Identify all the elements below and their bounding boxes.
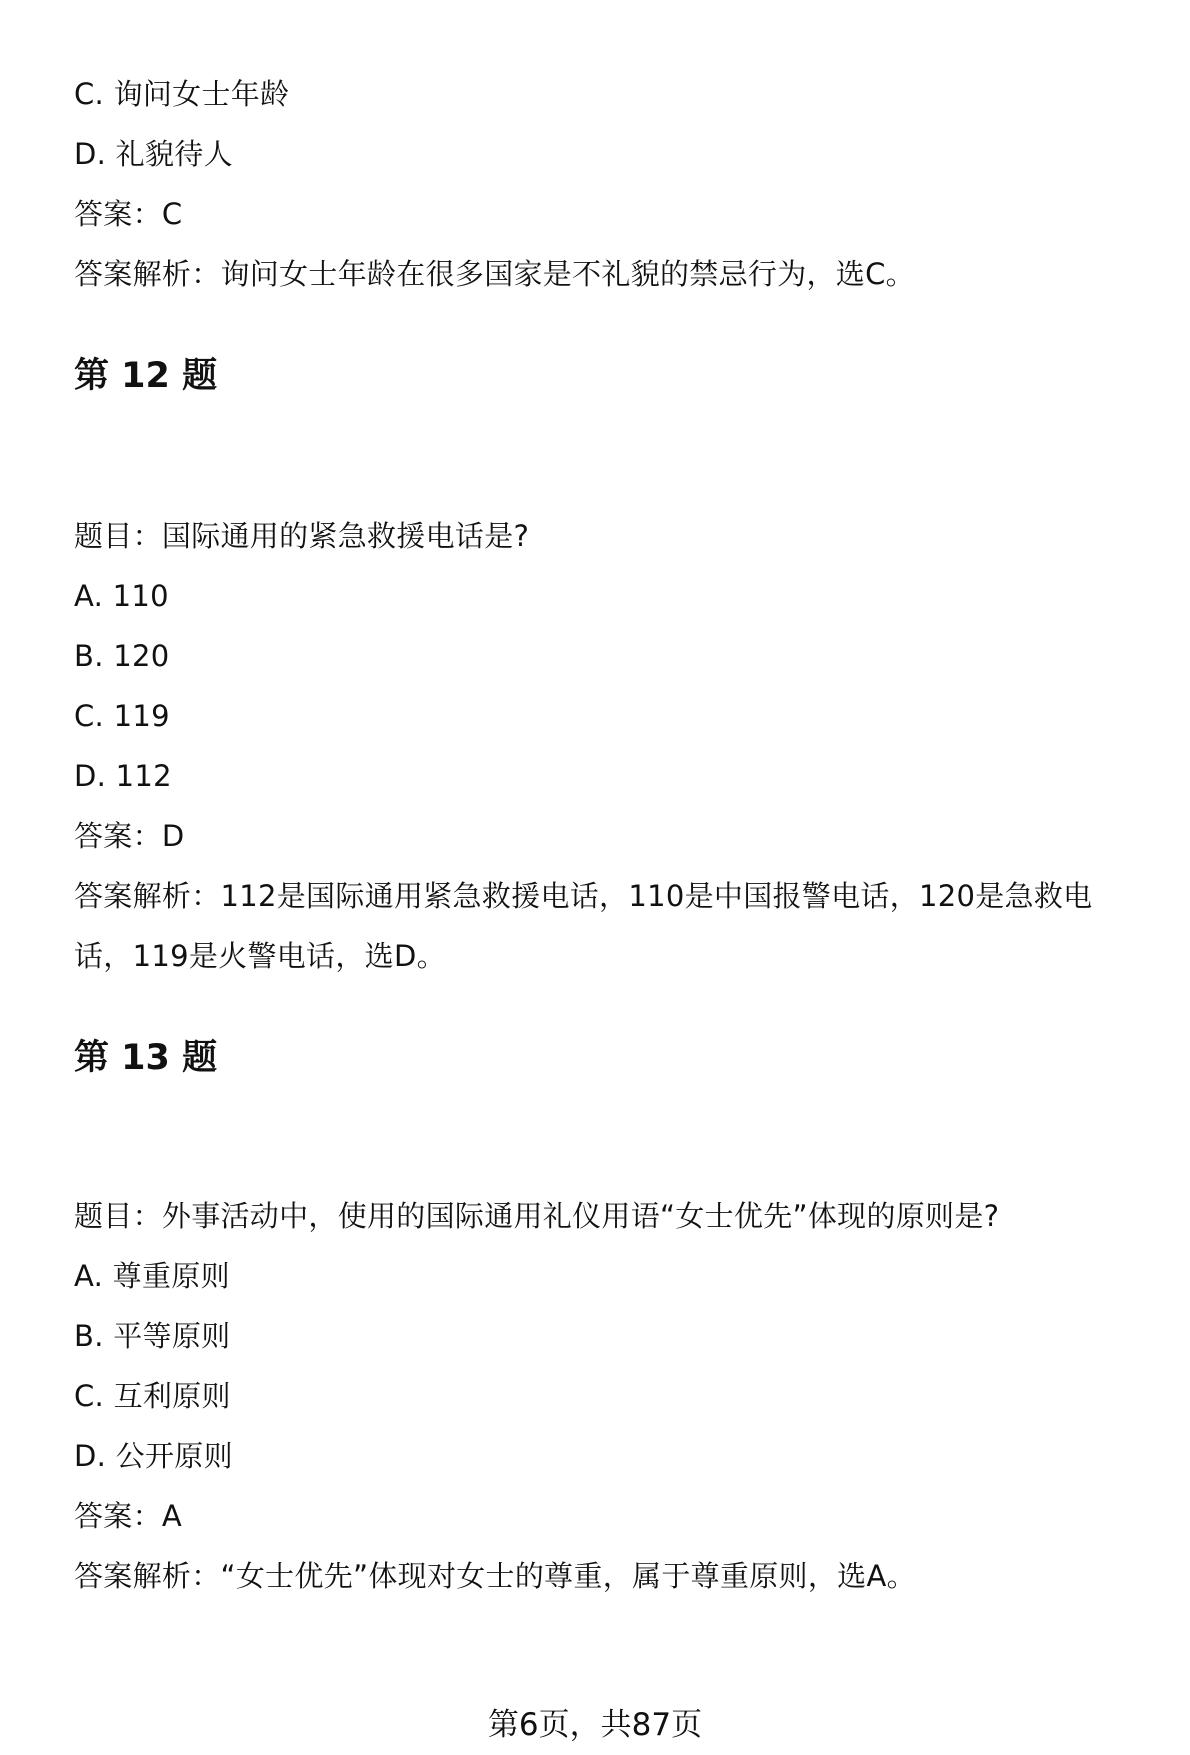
q13-analysis: 答案解析：“女士优先”体现对女士的尊重，属于尊重原则，选A。 xyxy=(74,1559,916,1593)
q13-option-b: B. 平等原则 xyxy=(74,1319,231,1353)
q13-answer: 答案：A xyxy=(74,1499,183,1533)
q13-question: 题目：外事活动中，使用的国际通用礼仪用语“女士优先”体现的原则是? xyxy=(74,1199,1000,1233)
q12-analysis-line1: 答案解析：112是国际通用紧急救援电话，110是中国报警电话，120是急救电 xyxy=(74,879,1093,913)
q13-option-d: D. 公开原则 xyxy=(74,1439,233,1473)
q11-option-c: C. 询问女士年龄 xyxy=(74,77,290,111)
q11-answer: 答案：C xyxy=(74,197,183,231)
q12-option-d: D. 112 xyxy=(74,759,172,793)
q13-option-c: C. 互利原则 xyxy=(74,1379,231,1413)
page-number-footer: 第6页，共87页 xyxy=(487,1707,703,1743)
q12-answer: 答案：D xyxy=(74,819,185,853)
q12-option-c: C. 119 xyxy=(74,699,170,733)
q13-option-a: A. 尊重原则 xyxy=(74,1259,230,1293)
q11-analysis: 答案解析：询问女士年龄在很多国家是不礼貌的禁忌行为，选C。 xyxy=(74,257,915,291)
q13-heading: 第 13 题 xyxy=(74,1038,218,1078)
q12-option-a: A. 110 xyxy=(74,579,169,613)
q11-option-d: D. 礼貌待人 xyxy=(74,137,233,171)
q12-option-b: B. 120 xyxy=(74,639,170,673)
q12-question: 题目：国际通用的紧急救援电话是? xyxy=(74,519,530,553)
q12-analysis-line2: 话，119是火警电话，选D。 xyxy=(74,939,446,973)
q12-heading: 第 12 题 xyxy=(74,356,218,396)
